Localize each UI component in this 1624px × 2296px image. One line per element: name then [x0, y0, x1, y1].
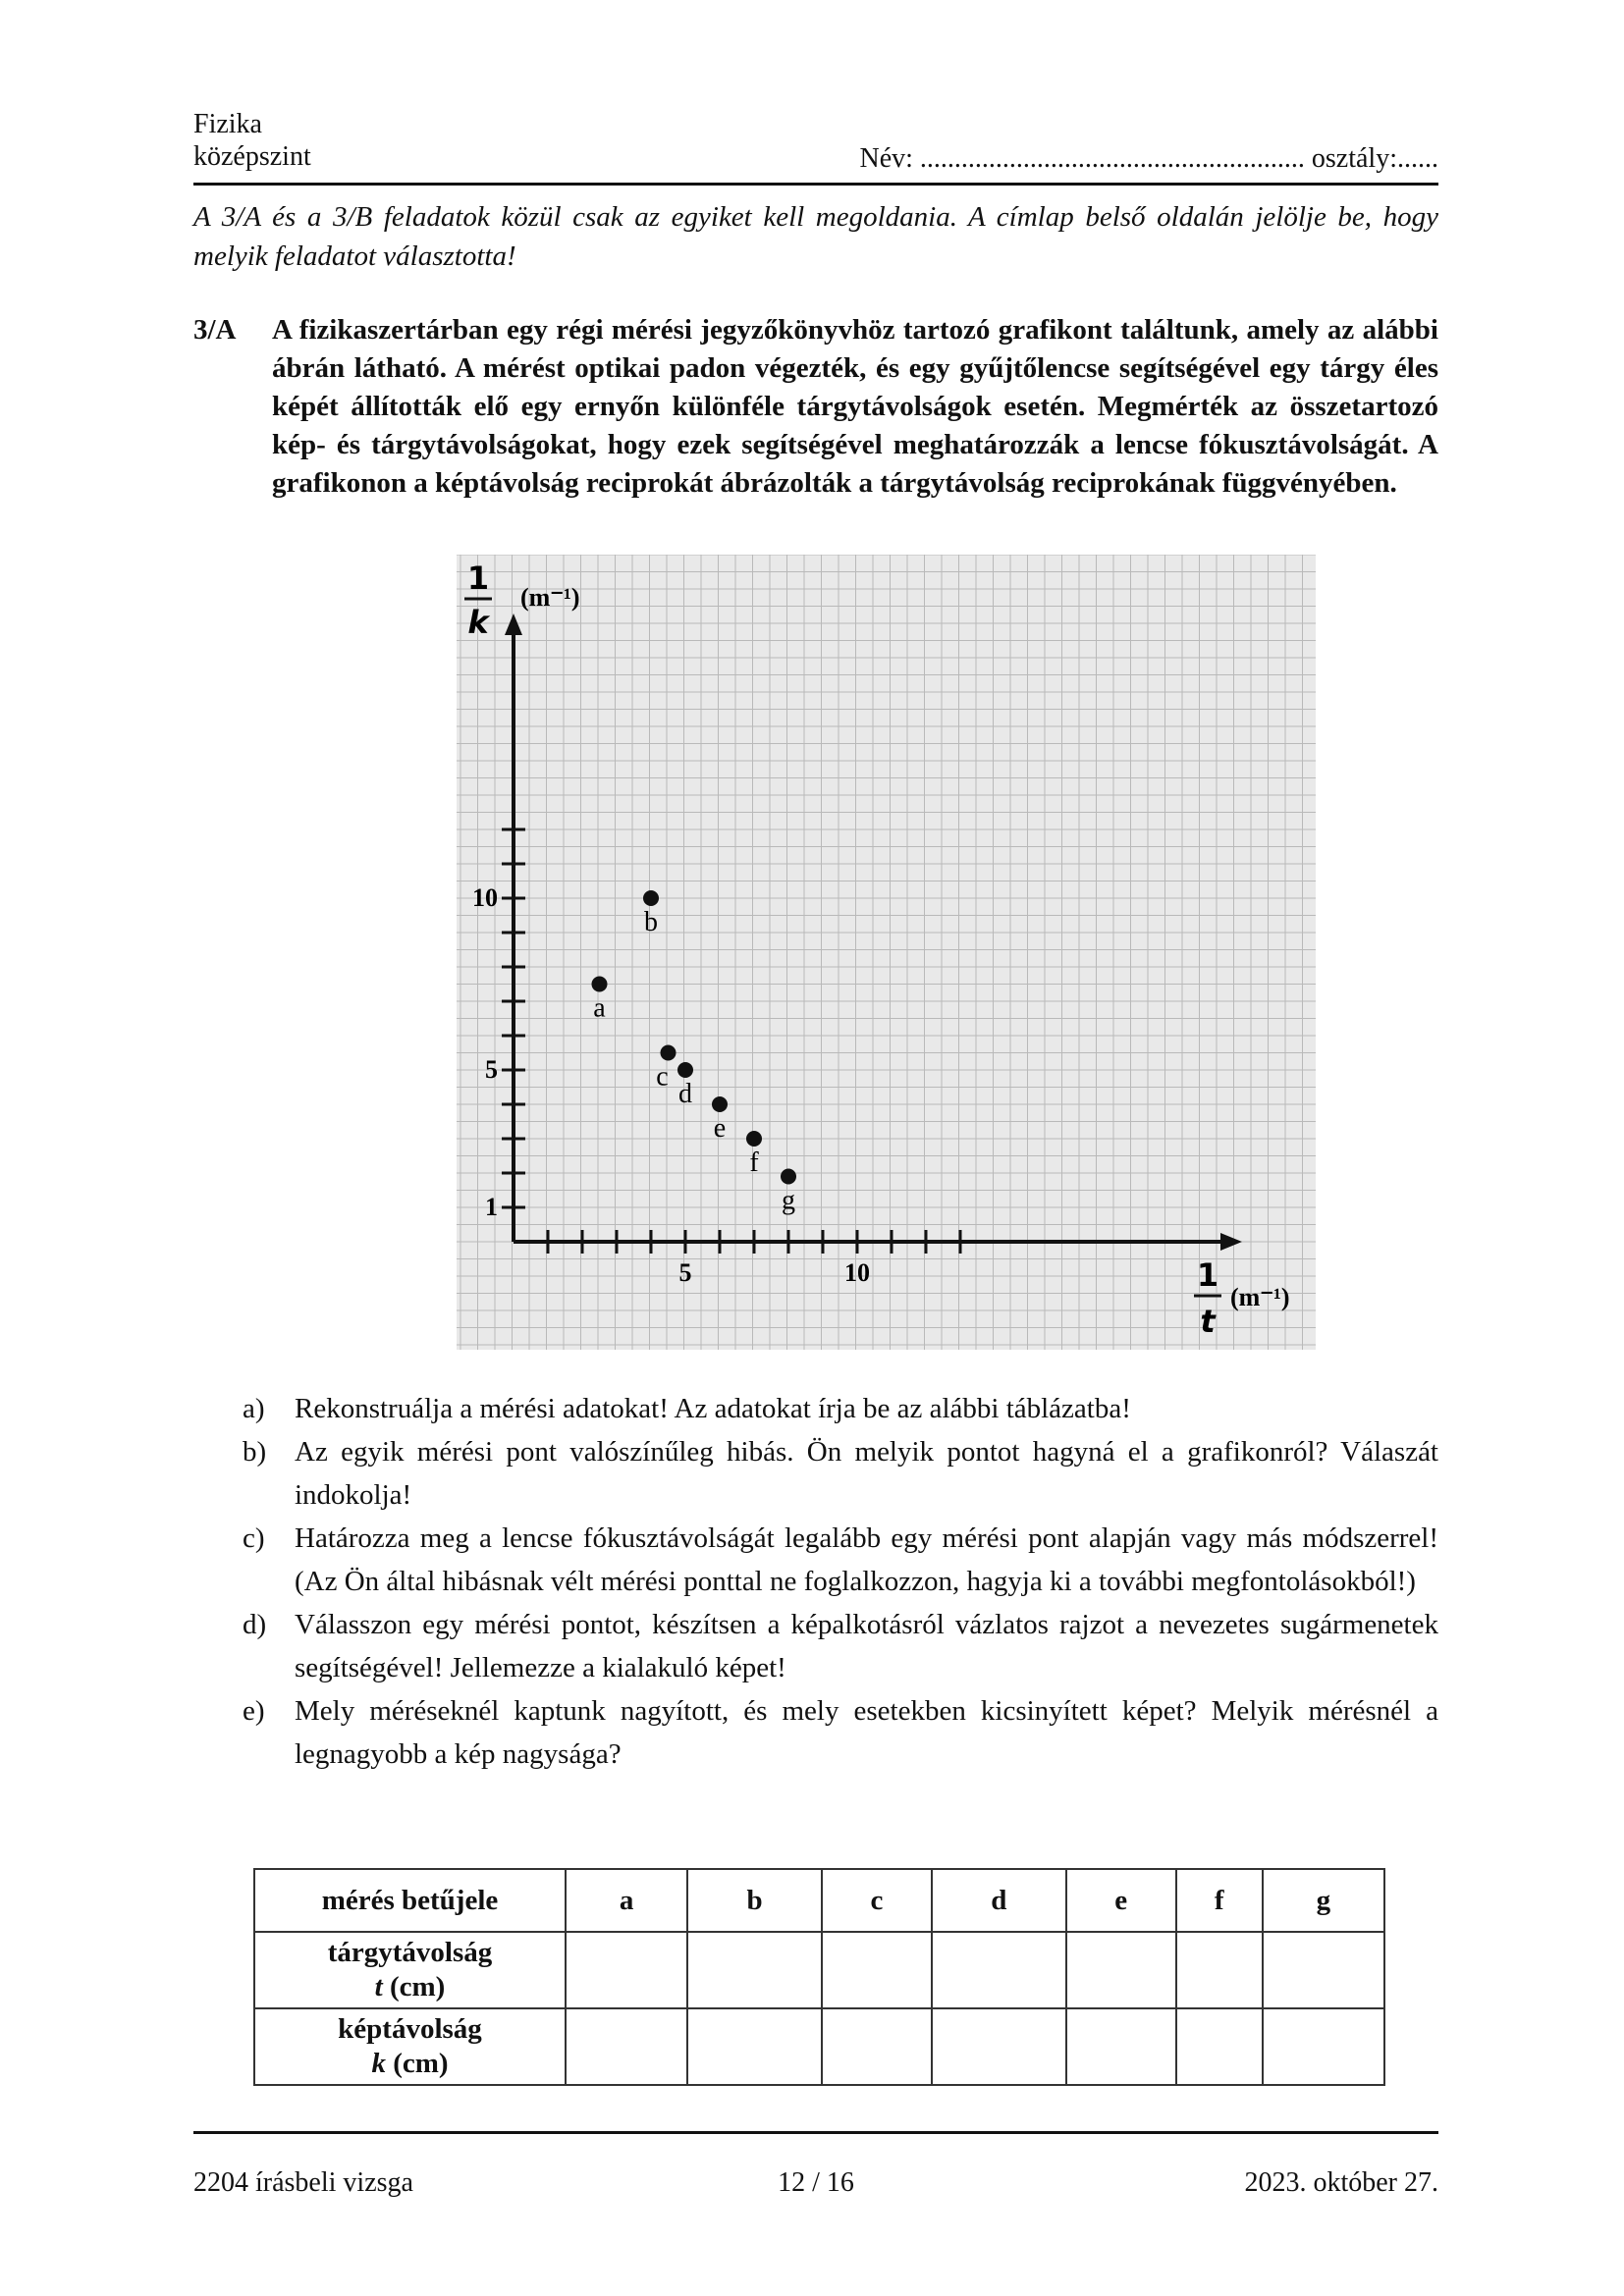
subject-level: középszint — [193, 141, 311, 172]
data-point-f — [746, 1131, 762, 1147]
question-letter: c) — [243, 1522, 265, 1554]
task-description: A fizikaszertárban egy régi mérési jegyzőkönyvhöz tartozó grafikont találtunk, amely az alábbi ábrán látható. A mérést optikai padon végezték, és egy gyűjtőlencse segítségével egy tárgy éles képét állították elő egy ernyőn különféle tárgytávolságok esetén. Megmérték az összetartozó kép- és tárgytávolságokat, hogy ezek segítségével meghatározzák a lencse fókusztávolságát. A grafikonon a képtávolság reciprokát ábrázolták a tárgytávolság reciprokának függvényében. — [272, 314, 1438, 499]
question-text: Az egyik mérési pont valószínűleg hibás. Ön melyik pontot hagyná el a grafikonról? Válaszát indokolja! — [295, 1436, 1438, 1511]
row-label-variable: t — [374, 1971, 383, 2002]
x-axis-fraction-t: t — [1200, 1303, 1216, 1340]
question-letter: d) — [243, 1609, 267, 1640]
reciprocal-distance-chart — [457, 555, 1316, 1350]
answer-cell[interactable] — [932, 1932, 1066, 2008]
answer-cell[interactable] — [1066, 1932, 1176, 2008]
table-header-cell: b — [687, 1869, 822, 1932]
question-e — [243, 1689, 1438, 1776]
row-label-text: képtávolság — [338, 2013, 482, 2045]
answer-cell[interactable] — [566, 2008, 687, 2085]
subject-name: Fizika — [193, 109, 262, 139]
x-axis-fraction-one: 1 — [1196, 1256, 1219, 1294]
page-footer — [193, 2131, 1438, 2198]
data-point-label: e — [713, 1113, 727, 1144]
row-label-image-distance — [254, 2008, 566, 2085]
question-text: Rekonstruálja a mérési adatokat! Az adatokat írja be az alábbi táblázatba! — [295, 1393, 1131, 1424]
row-label-variable: k — [371, 2048, 386, 2079]
answer-cell[interactable] — [1263, 2008, 1384, 2085]
x-axis-unit: (m⁻¹) — [1230, 1283, 1290, 1311]
answer-cell[interactable] — [932, 2008, 1066, 2085]
y-tick-label: 10 — [472, 883, 498, 912]
y-tick-label: 1 — [485, 1193, 498, 1221]
question-text: Mely méréseknél kaptunk nagyított, és mely esetekben kicsinyített képet? Melyik mérésnél a legnagyobb a kép nagysága? — [295, 1695, 1438, 1770]
question-letter: e) — [243, 1695, 265, 1727]
question-list — [243, 1387, 1438, 1776]
footer-exam-code: 2204 írásbeli vizsga — [193, 2167, 413, 2198]
question-letter: a) — [243, 1393, 265, 1424]
chart-svg — [457, 555, 1316, 1350]
row-label-unit — [255, 1970, 565, 2004]
row-label-unit-text: (cm) — [382, 1971, 446, 2002]
task-number: 3/A — [193, 314, 237, 346]
question-b — [243, 1430, 1438, 1517]
answer-cell[interactable] — [687, 1932, 822, 2008]
data-point-c — [661, 1045, 677, 1061]
y-tick-label: 5 — [485, 1055, 498, 1084]
data-point-label: d — [678, 1079, 692, 1109]
row-label-unit-text: (cm) — [385, 2048, 449, 2079]
footer-date: 2023. október 27. — [1244, 2167, 1438, 2198]
table-header-cell: c — [822, 1869, 932, 1932]
data-point-label: g — [782, 1185, 795, 1216]
answer-cell[interactable] — [1263, 1932, 1384, 2008]
answer-cell[interactable] — [822, 2008, 932, 2085]
data-point-g — [781, 1169, 796, 1185]
data-point-a — [592, 977, 608, 992]
answer-cell[interactable] — [1176, 1932, 1263, 2008]
question-c — [243, 1517, 1438, 1603]
question-text: Határozza meg a lencse fókusztávolságát legalább egy mérési pont alapján vagy más módszerrel! (Az Ön által hibásnak vélt mérési ponttal ne foglalkozzon, hagyja ki a további megfontolásokból!) — [295, 1522, 1438, 1597]
table-row-object-distance — [254, 1932, 1384, 2008]
data-point-label: c — [656, 1061, 669, 1093]
answer-cell[interactable] — [822, 1932, 932, 2008]
question-text: Válasszon egy mérési pontot, készítsen a képalkotásról vázlatos rajzot a nevezetes sugármenetek segítségével! Jellemezze a kialakuló képet! — [295, 1609, 1438, 1683]
answer-cell[interactable] — [566, 1932, 687, 2008]
table-header-cell: a — [566, 1869, 687, 1932]
x-tick-label: 5 — [678, 1258, 692, 1287]
chart-background — [457, 555, 1316, 1350]
footer-page-number: 12 / 16 — [778, 2167, 854, 2198]
table-header-row — [254, 1869, 1384, 1932]
instructions-text: A 3/A és a 3/B feladatok közül csak az egyiket kell megoldania. A címlap belső oldalán jelölje be, hogy melyik feladatot választotta! — [193, 201, 1438, 272]
task-3a — [193, 311, 1438, 503]
row-label-object-distance — [254, 1932, 566, 2008]
page-content — [193, 108, 1438, 503]
table-header-cell: e — [1066, 1869, 1176, 1932]
subject-label — [193, 108, 311, 173]
y-axis-fraction-k: k — [467, 604, 489, 641]
question-letter: b) — [243, 1436, 267, 1468]
measurement-table — [253, 1868, 1385, 2086]
question-a — [243, 1387, 1438, 1430]
data-point-label: a — [593, 992, 606, 1024]
data-point-d — [677, 1062, 693, 1078]
row-label-unit — [255, 2047, 565, 2081]
table-row-image-distance — [254, 2008, 1384, 2085]
data-point-label: f — [749, 1148, 759, 1178]
table-header-cell: f — [1176, 1869, 1263, 1932]
page-header — [193, 108, 1438, 186]
data-point-label: b — [644, 907, 658, 937]
table-header-cell: g — [1263, 1869, 1384, 1932]
table-header-label: mérés betűjele — [254, 1869, 566, 1932]
name-class-field: Név: ........................................................ osztály:...... — [859, 143, 1438, 174]
answer-cell[interactable] — [1176, 2008, 1263, 2085]
row-label-text: tárgytávolság — [327, 1937, 493, 1968]
data-point-e — [712, 1096, 728, 1112]
data-point-b — [643, 890, 659, 906]
question-d — [243, 1603, 1438, 1689]
y-axis-fraction-one: 1 — [466, 560, 490, 597]
x-tick-label: 10 — [844, 1258, 870, 1287]
table-header-cell: d — [932, 1869, 1066, 1932]
answer-cell[interactable] — [1066, 2008, 1176, 2085]
answer-cell[interactable] — [687, 2008, 822, 2085]
y-axis-unit: (m⁻¹) — [520, 583, 580, 612]
